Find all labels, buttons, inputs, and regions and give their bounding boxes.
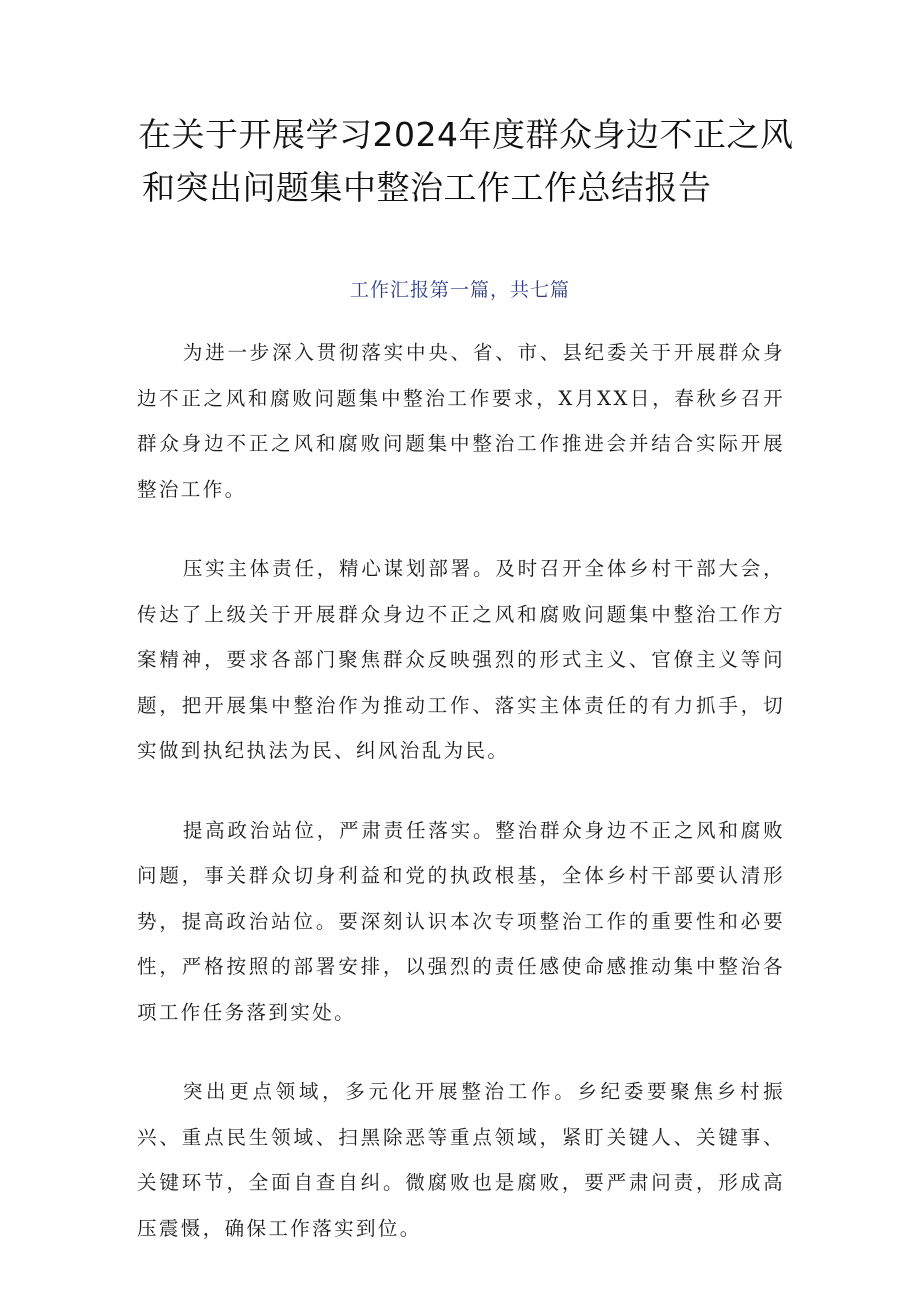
paragraph-3: 提高政治站位，严肃责任落实。整治群众身边不正之风和腐败问题，事关群众切身利益和党的执政根基，全体乡村干部要认清形势，提高政治站位。要深刻认识本次专项整治工作的重要性和必要性，严格按照的部署安排，以强烈的责任感使命感推动集中整治各项工作任务落到实处。: [137, 818, 785, 1024]
document-title: [138, 108, 818, 214]
paragraph-1: 为进一步深入贯彻落实中央、省、市、县纪委关于开展群众身边不正之风和腐败问题集中整治工作要求，X月XX日，春秋乡召开群众身边不正之风和腐败问题集中整治工作推进会并结合实际开展整治工作。: [137, 341, 785, 501]
document-body: [137, 330, 785, 1285]
paragraph-4: 突出更点领域，多元化开展整治工作。乡纪委要聚焦乡村振兴、重点民生领域、扫黑除恶等重点领域，紧盯关键人、关键事、关键环节，全面自查自纠。微腐败也是腐败，要严肃问责，形成高压震慑，确保工作落实到位。: [137, 1080, 785, 1240]
paragraph-2: 压实主体责任，精心谋划部署。及时召开全体乡村干部大会，传达了上级关于开展群众身边不正之风和腐败问题集中整治工作方案精神，要求各部门聚焦群众反映强烈的形式主义、官僚主义等问题，把开展集中整治作为推动工作、落实主体责任的有力抓手，切实做到执纪执法为民、纠风治乱为民。: [137, 557, 785, 762]
title-line-2: 和突出问题集中整治工作工作总结报告: [142, 168, 712, 207]
document-subtitle: 工作汇报第一篇，共七篇: [349, 279, 570, 301]
title-line-1: 在关于开展学习2024年度群众身边不正之风: [138, 115, 794, 154]
